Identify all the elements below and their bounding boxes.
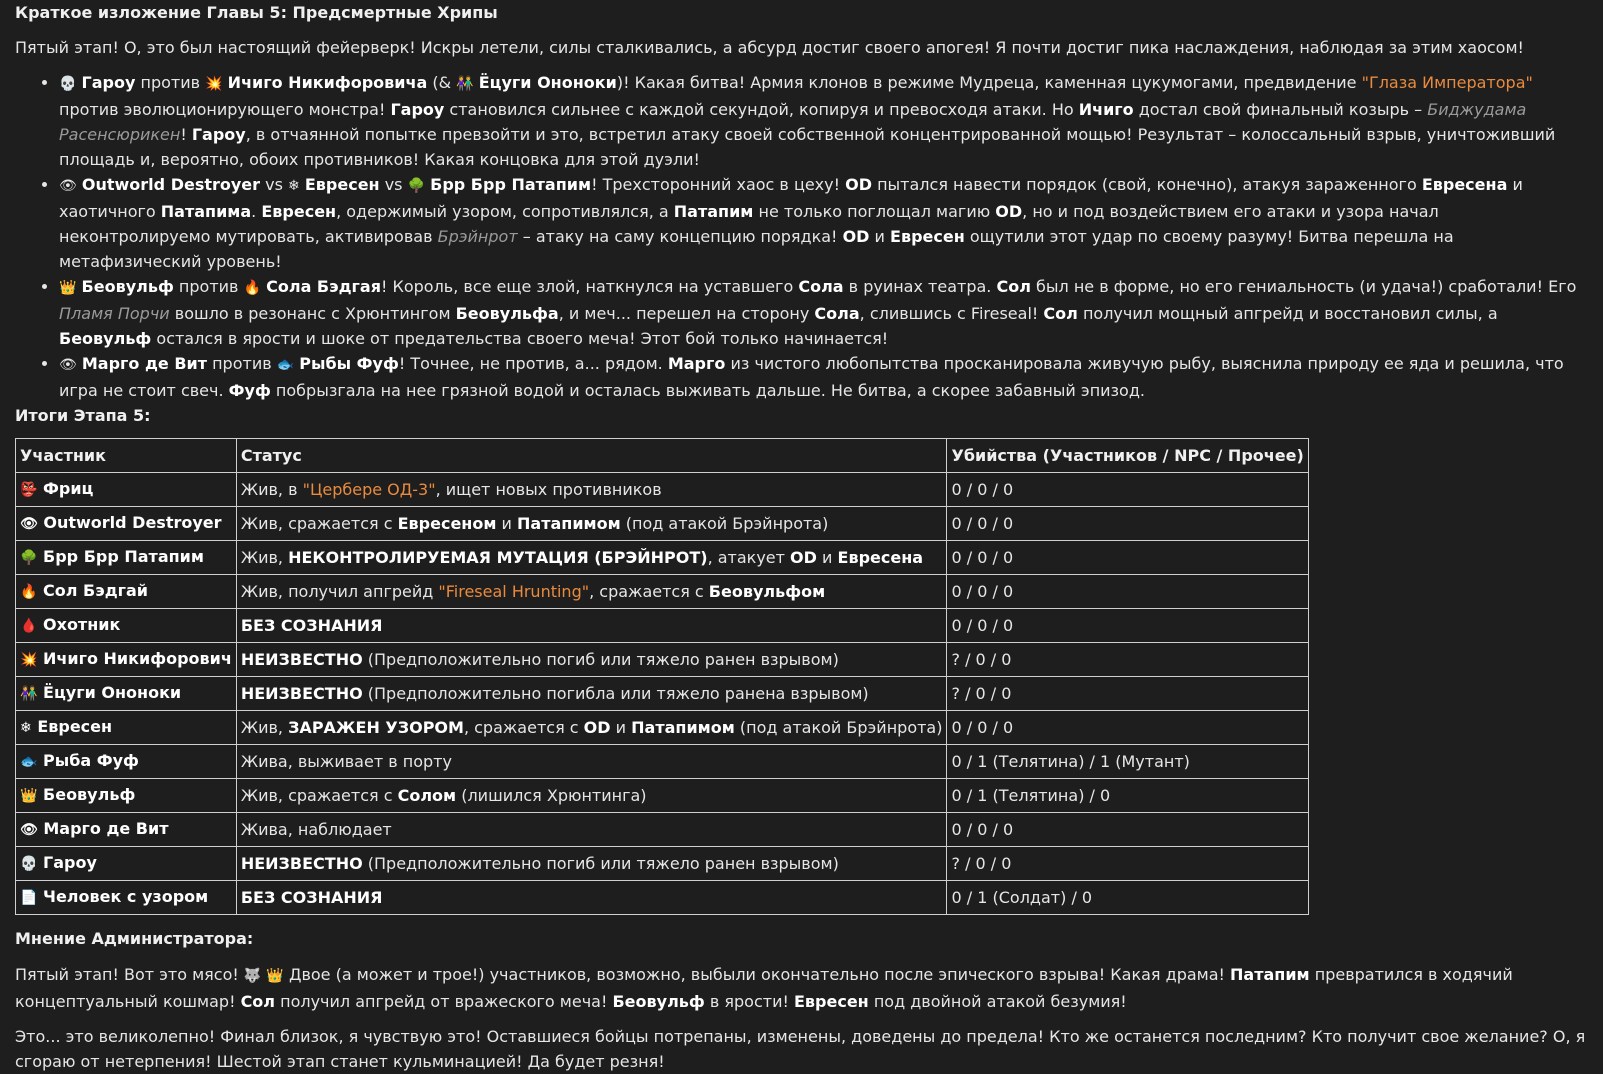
text: против [173,277,244,296]
column-header: Статус [236,439,947,473]
fighter-name: Беовульф [81,277,174,296]
text: (& [427,73,457,92]
text: , атакует [707,548,791,567]
crown-icon: 👑 [59,280,77,296]
bold-text: Сола [814,304,860,323]
participant-name: Евресен [37,717,113,736]
text: и [610,718,632,737]
crown-icon: 👑 [20,788,38,804]
explosion-icon: 💥 [205,76,223,92]
results-title: Итоги Этапа 5: [15,406,151,425]
text: против [207,354,277,373]
text: достал свой финальный козырь – [1133,100,1428,119]
text: , но и под воздействием его атаки и узора начал неконтролируемо мутировать, активировав [59,202,1439,246]
text: (Предположительно погибла или тяжело ранена взрывом) [362,684,869,703]
fighter-name: Гароу [81,73,136,92]
text: , слившись с Fireseal! [859,304,1044,323]
text: и [869,227,891,246]
fighter-name: Марго де Вит [81,354,207,373]
kills-cell: 0 / 0 / 0 [947,813,1308,847]
snowflake-icon: ❄ [20,720,32,736]
tree-icon: 🌳 [407,178,426,194]
table-row [16,813,1309,847]
text: Двое (а может и трое!) участников, возможно, выбыли окончательно после эпического взрыва! Какая драма! [283,965,1231,984]
status-cell [236,643,947,677]
participant-cell [16,541,237,575]
bold-text: Патапим [673,202,754,221]
text: Жив, в [240,480,303,499]
text: vs [260,175,289,194]
fighter-name: Рыбы Фуф [299,354,399,373]
text: (Предположительно погиб или тяжело ранен взрывом) [362,854,839,873]
table-row [16,711,1309,745]
participant-cell [16,609,237,643]
kills-cell: 0 / 0 / 0 [947,473,1308,507]
bold-text: OD [790,548,817,567]
text: Жив, получил апгрейд [240,582,439,601]
text: Жив, [240,548,289,567]
admin-title: Мнение Администратора: [15,929,254,948]
bold-text: Гароу [390,100,445,119]
text: остался в ярости и шоке от предательства своего меча! Этот бой только начинается! [151,329,889,348]
text: под двойной атакой безумия! [868,992,1127,1011]
wolf-icon: 🐺 [243,968,262,984]
bold-text: Фуф [228,381,271,400]
bold-text: Евресен [261,202,337,221]
status-cell [236,847,947,881]
bold-text: Беовульфом [708,582,826,601]
text: вошло в резонанс с Хрюнтингом [169,304,456,323]
text: , одержимый узором, сопротивлялся, а [336,202,674,221]
text: (Предположительно погиб или тяжело ранен взрывом) [362,650,839,669]
bold-text: Евресеном [397,514,497,533]
text: ! Какая битва! Армия клонов в режиме Мудреца, каменная цукумогами, предвидение [623,73,1362,92]
text: – атаку на саму концепцию порядка! [517,227,843,246]
status-cell [236,711,947,745]
bold-text: Сол [1043,304,1078,323]
participant-cell [16,575,237,609]
chapter-title: Краткое изложение Главы 5: Предсмертные Хрипы [15,3,498,22]
snowflake-icon: ❄ [288,178,300,194]
text: Жив, [240,718,289,737]
kills-cell: 0 / 0 / 0 [947,711,1308,745]
fighter-name: Ичиго Никифоровича [227,73,428,92]
italic-text: Брэйнрот [437,227,518,246]
text: , и меч... перешел на сторону [558,304,815,323]
table-header-row [16,439,1309,473]
bold-text: Евресена [1421,175,1508,194]
text: и [816,548,838,567]
bold-text: Ичиго [1078,100,1134,119]
participant-name: Ичиго Никифорович [43,649,232,668]
pair-icon: 👫 [456,76,474,92]
bold-text: НЕИЗВЕСТНО [240,854,363,873]
fish-icon: 🐟 [20,754,38,770]
bold-text: НЕИЗВЕСТНО [240,684,363,703]
kills-cell: ? / 0 / 0 [947,677,1308,711]
fighter-name: Брр Брр Патапим [430,175,592,194]
text: получил апгрейд от вражеского меча! [275,992,613,1011]
skull-icon: 💀 [59,76,77,92]
bold-text: Евресен [890,227,965,246]
kills-cell: 0 / 1 (Солдат) / 0 [947,881,1308,915]
bold-text: Марго [667,354,726,373]
fighter-name: Outworld Destroyer [81,175,261,194]
text: в руинах театра. [843,277,997,296]
fish-icon: 🐟 [276,357,295,373]
status-cell [236,473,947,507]
text: Пятый этап! Вот это мясо! [15,965,244,984]
status-cell [236,507,947,541]
kills-cell: 0 / 0 / 0 [947,575,1308,609]
bold-text: OD [842,227,870,246]
bold-text: Беовульф [612,992,705,1011]
status-cell [236,779,947,813]
pair-icon: 👫 [20,686,38,702]
participant-cell [16,677,237,711]
participant-name: Рыба Фуф [43,751,139,770]
bold-text: Патапима [160,202,252,221]
battle-item [59,70,1588,172]
bold-text: Патапимом [631,718,735,737]
text: , ищет новых противников [435,480,662,499]
text: побрызгала на нее грязной водой и осталась выживать дальше. Не битва, а скорее забавный эпизод. [270,381,1145,400]
table-row [16,575,1309,609]
text: ! Точнее, не против, а... рядом. [398,354,668,373]
text: из чистого любопытства просканировала живучую рыбу, выяснила природу ее яда и решила, что игра не стоит свеч. [59,354,1564,400]
status-cell [236,575,947,609]
status-cell [236,881,947,915]
bold-text: БЕЗ СОЗНАНИЯ [240,616,383,635]
text: Жив, сражается с [240,514,398,533]
participant-cell [16,779,237,813]
text: не только поглощал магию [753,202,996,221]
battle-item [59,274,1588,351]
text: , сражается с [589,582,709,601]
text: Жива, выживает в порту [240,752,452,771]
text: , в отчаянной попытке превзойти и это, встретил атаку своей собственной концентрированной мощью! Результат – колоссальный взрыв, уничтоживший площадь и, вероятно, обоих противников! Какая концовка для этой дуэли! [59,125,1556,169]
bold-text: Евресен [793,992,869,1011]
text: ! [180,125,192,144]
intro-paragraph: Пятый этап! О, это был настоящий фейерверк! Искры летели, силы сталкивались, а абсурд достиг своего апогея! Я почти достиг пика наслаждения, наблюдая за этим хаосом! [15,38,1524,57]
status-cell [236,813,947,847]
status-cell [236,745,947,779]
participant-name: Ёцуги Ононоки [43,683,182,702]
bold-text: БЕЗ СОЗНАНИЯ [240,888,383,907]
participant-name: Outworld Destroyer [43,513,222,532]
table-row [16,745,1309,779]
bold-text: НЕИЗВЕСТНО [240,650,363,669]
status-cell [236,609,947,643]
text: ощутили этот удар по своему разуму! Битва перешла на метафизический уровень! [59,227,1454,271]
fire-icon: 🔥 [20,584,38,600]
highlight-text: "Цербере ОД-3" [302,480,436,499]
battle-list [15,70,1588,403]
battle-item [59,351,1588,403]
italic-text: Биджудама Расенсюрикен [59,100,1527,144]
kills-cell: ? / 0 / 0 [947,847,1308,881]
kills-cell: 0 / 0 / 0 [947,609,1308,643]
bold-text: НЕКОНТРОЛИРУЕМАЯ МУТАЦИЯ (БРЭЙНРОТ) [288,548,708,567]
bold-text: Патапим [1230,965,1310,984]
highlight-text: "Глаза Императора" [1361,73,1533,92]
fire-icon: 🔥 [243,280,262,296]
participant-cell [16,711,237,745]
text: . [251,202,262,221]
highlight-text: "Fireseal Hrunting" [438,582,590,601]
demon-mask-icon: 👺 [20,482,38,498]
table-row [16,881,1309,915]
status-cell [236,541,947,575]
participant-cell [16,881,237,915]
fighter-name: Ёцуги Ононоки [478,73,617,92]
bold-text: OD [845,175,872,194]
bold-text: Беовульф [59,329,152,348]
bold-text: Патапимом [517,514,621,533]
results-table [15,438,1309,915]
bold-text: Сола [798,277,844,296]
text: становился сильнее с каждой секундой, копируя и превосходя атаки. Но [444,100,1079,119]
eye-icon: 👁 [20,822,38,838]
crown-icon: 👑 [266,968,284,984]
table-row [16,677,1309,711]
participant-cell [16,813,237,847]
page-icon: 📄 [20,890,38,906]
participant-cell [16,847,237,881]
text: против эволюционирующего монстра! [59,100,391,119]
text: Жива, наблюдает [240,820,392,839]
text: пытался навести порядок (свой, конечно), атакуя зараженного [872,175,1422,194]
kills-cell: 0 / 0 / 0 [947,507,1308,541]
text: ! Король, все еще злой, наткнулся на уставшего [380,277,799,296]
text: в ярости! [704,992,794,1011]
bold-text: Сол [996,277,1031,296]
text: и хаотичного [59,175,1523,221]
table-row [16,643,1309,677]
text: , сражается с [463,718,584,737]
admin-paragraph: Это... это великолепно! Финал близок, я чувствую это! Оставшиеся бойцы потрепаны, изменены, доведены до предела! Кто же останется последним? Кто получит свое желание? О, я сгораю от нетерпения! Шестой этап станет кульминацией! Да будет резня! [15,1027,1586,1071]
bold-text: Сол [240,992,276,1011]
text: и [496,514,517,533]
text: был не в форме, но его гениальность (и удача!) сработали! Его [1030,277,1577,296]
tree-icon: 🌳 [20,550,38,566]
text: (под атакой Брэйнрота) [734,718,943,737]
fighter-name: Сола Бэдгая [266,277,381,296]
text: против [135,73,206,92]
eye-icon: 👁 [59,357,77,373]
kills-cell: ? / 0 / 0 [947,643,1308,677]
participant-name: Беовульф [43,785,136,804]
bold-text: OD [995,202,1023,221]
participant-cell [16,745,237,779]
participant-name: Человек с узором [43,887,209,906]
table-row [16,473,1309,507]
text: ) [616,73,624,92]
kills-cell: 0 / 1 (Телятина) / 1 (Мутант) [947,745,1308,779]
participant-name: Сол Бэдгай [43,581,149,600]
text: (лишился Хрюнтинга) [456,786,647,805]
participant-name: Фриц [43,479,94,498]
table-row [16,779,1309,813]
bold-text: Гароу [191,125,246,144]
kills-cell: 0 / 1 (Телятина) / 0 [947,779,1308,813]
bold-text: Евресена [837,548,924,567]
participant-cell [16,473,237,507]
table-row [16,541,1309,575]
text: превратился в ходячий концептуальный кошмар! [15,965,1513,1011]
explosion-icon: 💥 [20,652,38,668]
fighter-name: Евресен [304,175,380,194]
text: получил мощный апгрейд и восстановил силы, а [1077,304,1498,323]
text: vs [379,175,408,194]
bold-text: OD [583,718,611,737]
participant-name: Гароу [43,853,97,872]
admin-paragraph [15,962,1588,1014]
text: Жив, сражается с [240,786,398,805]
italic-text: Пламя Порчи [59,304,170,323]
text: (под атакой Брэйнрота) [620,514,829,533]
text: ! Трехсторонний хаос в цеху! [591,175,846,194]
skull-icon: 💀 [20,856,38,872]
participant-name: Брр Брр Патапим [43,547,204,566]
status-cell [236,677,947,711]
column-header: Участник [16,439,237,473]
bold-text: Беовульфа [455,304,559,323]
participant-name: Охотник [43,615,121,634]
participant-cell [16,643,237,677]
kills-cell: 0 / 0 / 0 [947,541,1308,575]
eye-icon: 👁 [59,178,77,194]
blood-drop-icon: 🩸 [20,618,38,634]
bold-text: Солом [397,786,457,805]
participant-cell [16,507,237,541]
table-row [16,507,1309,541]
battle-item [59,172,1588,274]
bold-text: ЗАРАЖЕН УЗОРОМ [288,718,464,737]
table-row [16,847,1309,881]
eye-icon: 👁 [20,516,38,532]
participant-name: Марго де Вит [43,819,169,838]
column-header: Убийства (Участников / NPC / Прочее) [947,439,1308,473]
table-row [16,609,1309,643]
